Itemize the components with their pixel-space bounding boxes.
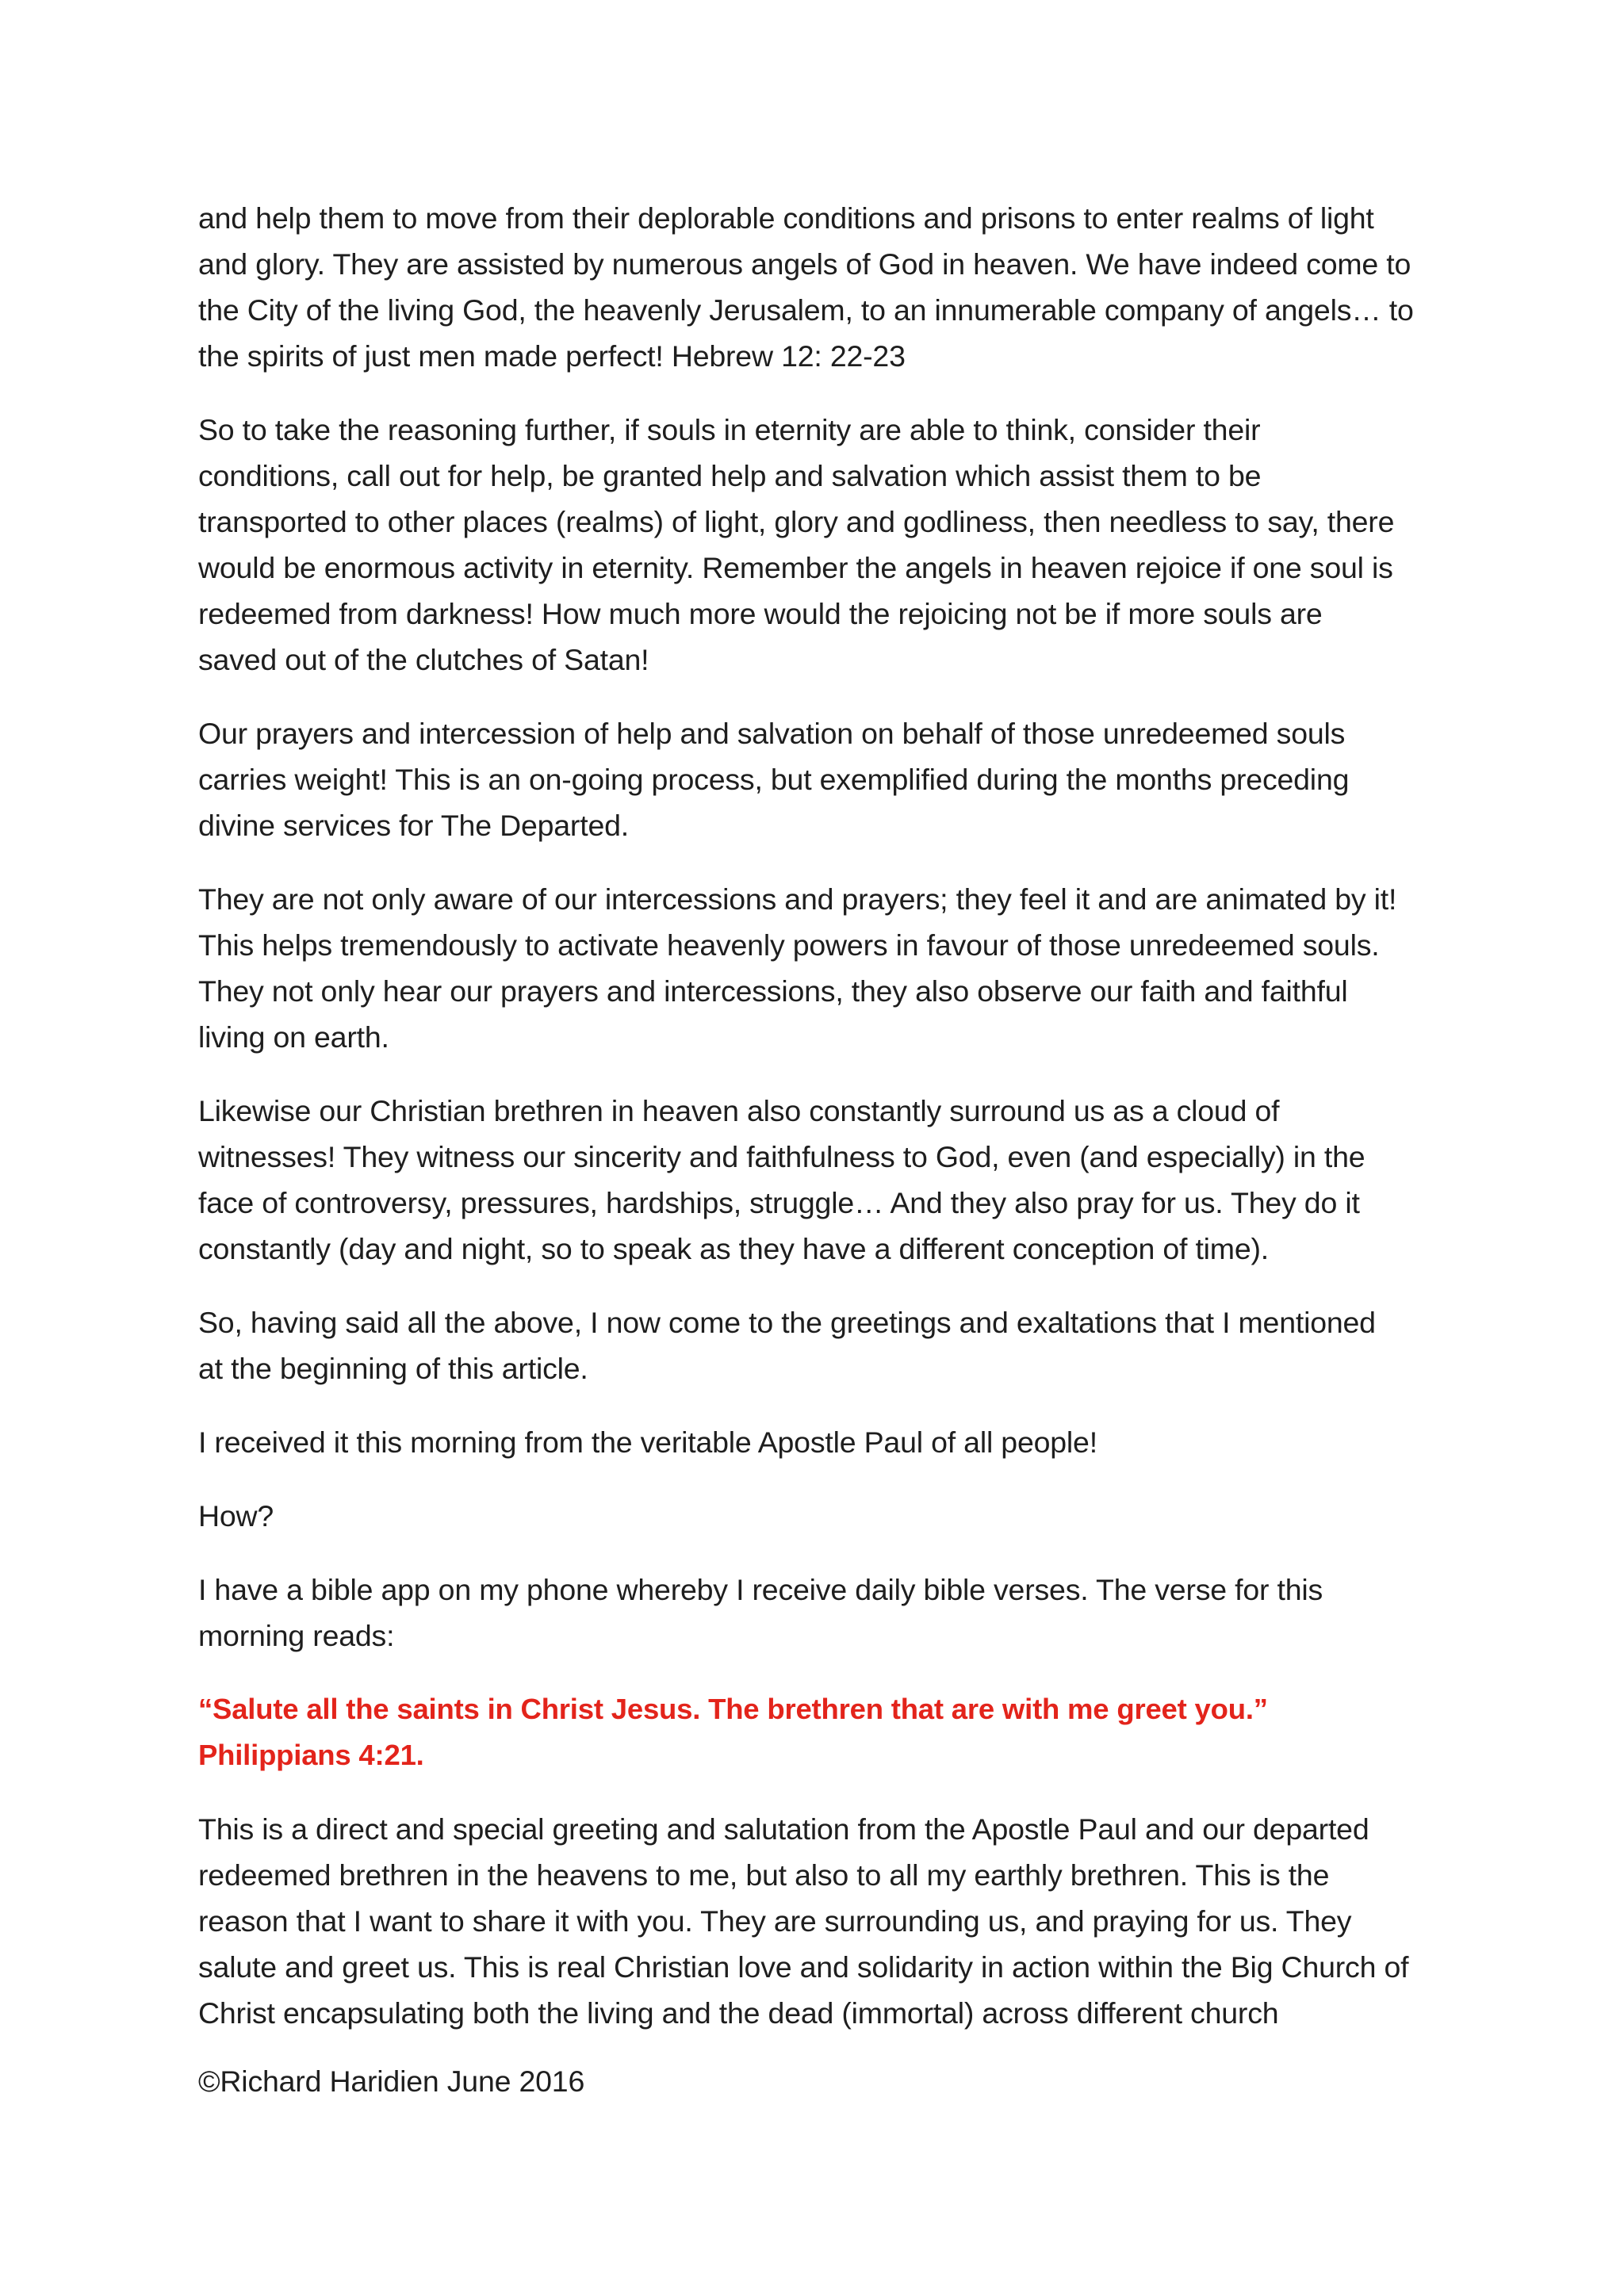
text-line: They are not only aware of our intercessions and prayers; they feel it and are animated by it!	[198, 882, 1397, 916]
text-line: constantly (day and night, so to speak as they have a different conception of time).	[198, 1232, 1269, 1265]
text-line: They not only hear our prayers and intercessions, they also observe our faith and faithful	[198, 974, 1348, 1008]
text-line: So to take the reasoning further, if souls in eternity are able to think, consider their	[198, 413, 1261, 446]
text-line: transported to other places (realms) of light, glory and godliness, then needless to say, there	[198, 505, 1395, 538]
text-line: So, having said all the above, I now come to the greetings and exaltations that I mentioned	[198, 1306, 1376, 1339]
text-line: redeemed brethren in the heavens to me, but also to all my earthly brethren. This is the	[198, 1858, 1330, 1892]
paragraph	[198, 1806, 1435, 2036]
bible-verse-quote	[198, 1686, 1435, 1778]
paragraph	[198, 1567, 1435, 1659]
text-line: This is a direct and special greeting and salutation from the Apostle Paul and our departed	[198, 1812, 1369, 1846]
copyright-footer: ©Richard Haridien June 2016	[198, 2064, 585, 2098]
text-line: salute and greet us. This is real Christian love and solidarity in action within the Big Church of	[198, 1950, 1409, 1984]
text-line: reason that I want to share it with you. They are surrounding us, and praying for us. They	[198, 1904, 1352, 1938]
paragraph	[198, 710, 1435, 848]
quote-reference: Philippians 4:21.	[198, 1739, 424, 1771]
text-line: morning reads:	[198, 1619, 395, 1652]
text-line: the City of the living God, the heavenly Jerusalem, to an innumerable company of angels… to	[198, 293, 1414, 327]
text-line: Our prayers and intercession of help and salvation on behalf of those unredeemed souls	[198, 717, 1346, 750]
text-line: Likewise our Christian brethren in heaven also constantly surround us as a cloud of	[198, 1094, 1280, 1127]
paragraph	[198, 1493, 1435, 1539]
document-body	[198, 195, 1435, 2064]
text-line: I have a bible app on my phone whereby I receive daily bible verses. The verse for this	[198, 1573, 1323, 1606]
quote-line: “Salute all the saints in Christ Jesus. The brethren that are with me greet you.”	[198, 1693, 1268, 1725]
text-line: witnesses! They witness our sincerity and faithfulness to God, even (and especially) in the	[198, 1140, 1365, 1173]
paragraph	[198, 407, 1435, 683]
paragraph	[198, 1088, 1435, 1272]
text-line: I received it this morning from the veritable Apostle Paul of all people!	[198, 1425, 1097, 1459]
paragraph	[198, 1419, 1435, 1465]
text-line: at the beginning of this article.	[198, 1352, 588, 1385]
text-line: face of controversy, pressures, hardships, struggle… And they also pray for us. They do it	[198, 1186, 1360, 1219]
text-line: conditions, call out for help, be granted help and salvation which assist them to be	[198, 459, 1262, 492]
text-line: This helps tremendously to activate heavenly powers in favour of those unredeemed souls.	[198, 928, 1380, 962]
text-line: and glory. They are assisted by numerous angels of God in heaven. We have indeed come to	[198, 247, 1411, 281]
paragraph	[198, 876, 1435, 1060]
text-line: would be enormous activity in eternity. Remember the angels in heaven rejoice if one soul is	[198, 551, 1393, 584]
text-line: divine services for The Departed.	[198, 809, 629, 842]
text-line: saved out of the clutches of Satan!	[198, 643, 649, 676]
text-line: and help them to move from their deplorable conditions and prisons to enter realms of light	[198, 201, 1374, 235]
paragraph	[198, 1299, 1435, 1391]
text-line: Christ encapsulating both the living and the dead (immortal) across different church	[198, 1996, 1279, 2030]
text-line: How?	[198, 1499, 274, 1533]
text-line: carries weight! This is an on-going process, but exemplified during the months preceding	[198, 763, 1350, 796]
paragraph	[198, 195, 1435, 379]
text-line: redeemed from darkness! How much more would the rejoicing not be if more souls are	[198, 597, 1323, 630]
text-line: living on earth.	[198, 1020, 389, 1054]
text-line: the spirits of just men made perfect! Hebrew 12: 22-23	[198, 339, 906, 373]
